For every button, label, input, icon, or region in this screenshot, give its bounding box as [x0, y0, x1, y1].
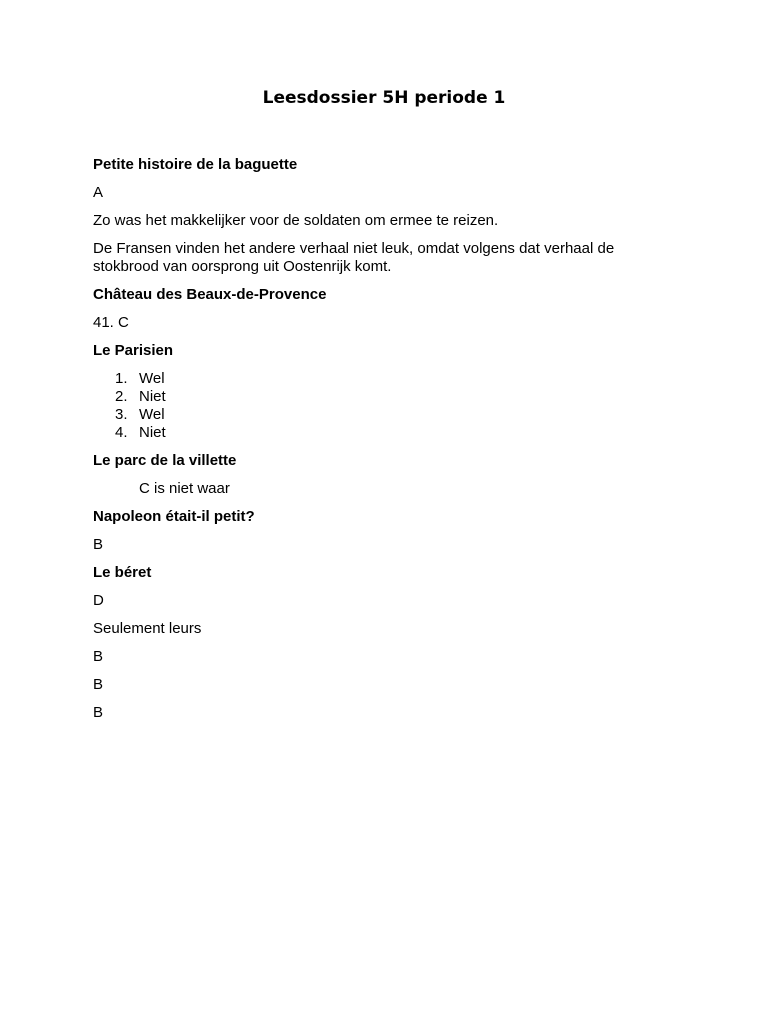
paragraph-baguette-1: Zo was het makkelijker voor de soldaten om ermee te reizen.	[93, 212, 499, 229]
section-heading-villette: Le parc de la villette	[93, 452, 237, 469]
list-item-text: Niet	[139, 424, 166, 441]
answer-villette: C is niet waar	[139, 480, 230, 497]
list-item-text: Niet	[139, 388, 166, 405]
list-number: 3.	[115, 406, 128, 423]
list-number: 2.	[115, 388, 128, 405]
answer-baguette: A	[93, 184, 104, 201]
section-heading-beret: Le béret	[93, 564, 152, 581]
list-item	[93, 388, 653, 406]
section-heading-parisien: Le Parisien	[93, 342, 174, 359]
section-heading-baguette: Petite histoire de la baguette	[93, 156, 298, 173]
section-heading-chateau: Château des Beaux-de-Provence	[93, 286, 327, 303]
answer-napoleon: B	[93, 536, 104, 553]
answer-beret-4: B	[93, 676, 104, 693]
list-item	[93, 370, 653, 388]
answer-beret-5: B	[93, 704, 104, 721]
answer-beret-1: D	[93, 592, 104, 609]
document-title: Leesdossier 5H periode 1	[262, 88, 506, 108]
document-body	[93, 156, 653, 732]
answer-beret-3: B	[93, 648, 104, 665]
answer-chateau: 41. C	[93, 314, 129, 331]
list-item-text: Wel	[139, 370, 165, 387]
list-item	[93, 424, 653, 442]
paragraph-baguette-2: De Fransen vinden het andere verhaal niet leuk, omdat volgens dat verhaal de stokbrood van oorsprong uit Oostenrijk komt.	[93, 240, 615, 275]
answer-beret-2: Seulement leurs	[93, 620, 202, 637]
list-number: 4.	[115, 424, 128, 441]
list-item	[93, 406, 653, 424]
section-heading-napoleon: Napoleon était-il petit?	[93, 508, 255, 525]
list-number: 1.	[115, 370, 128, 387]
list-item-text: Wel	[139, 406, 165, 423]
parisien-answer-list	[93, 370, 653, 442]
